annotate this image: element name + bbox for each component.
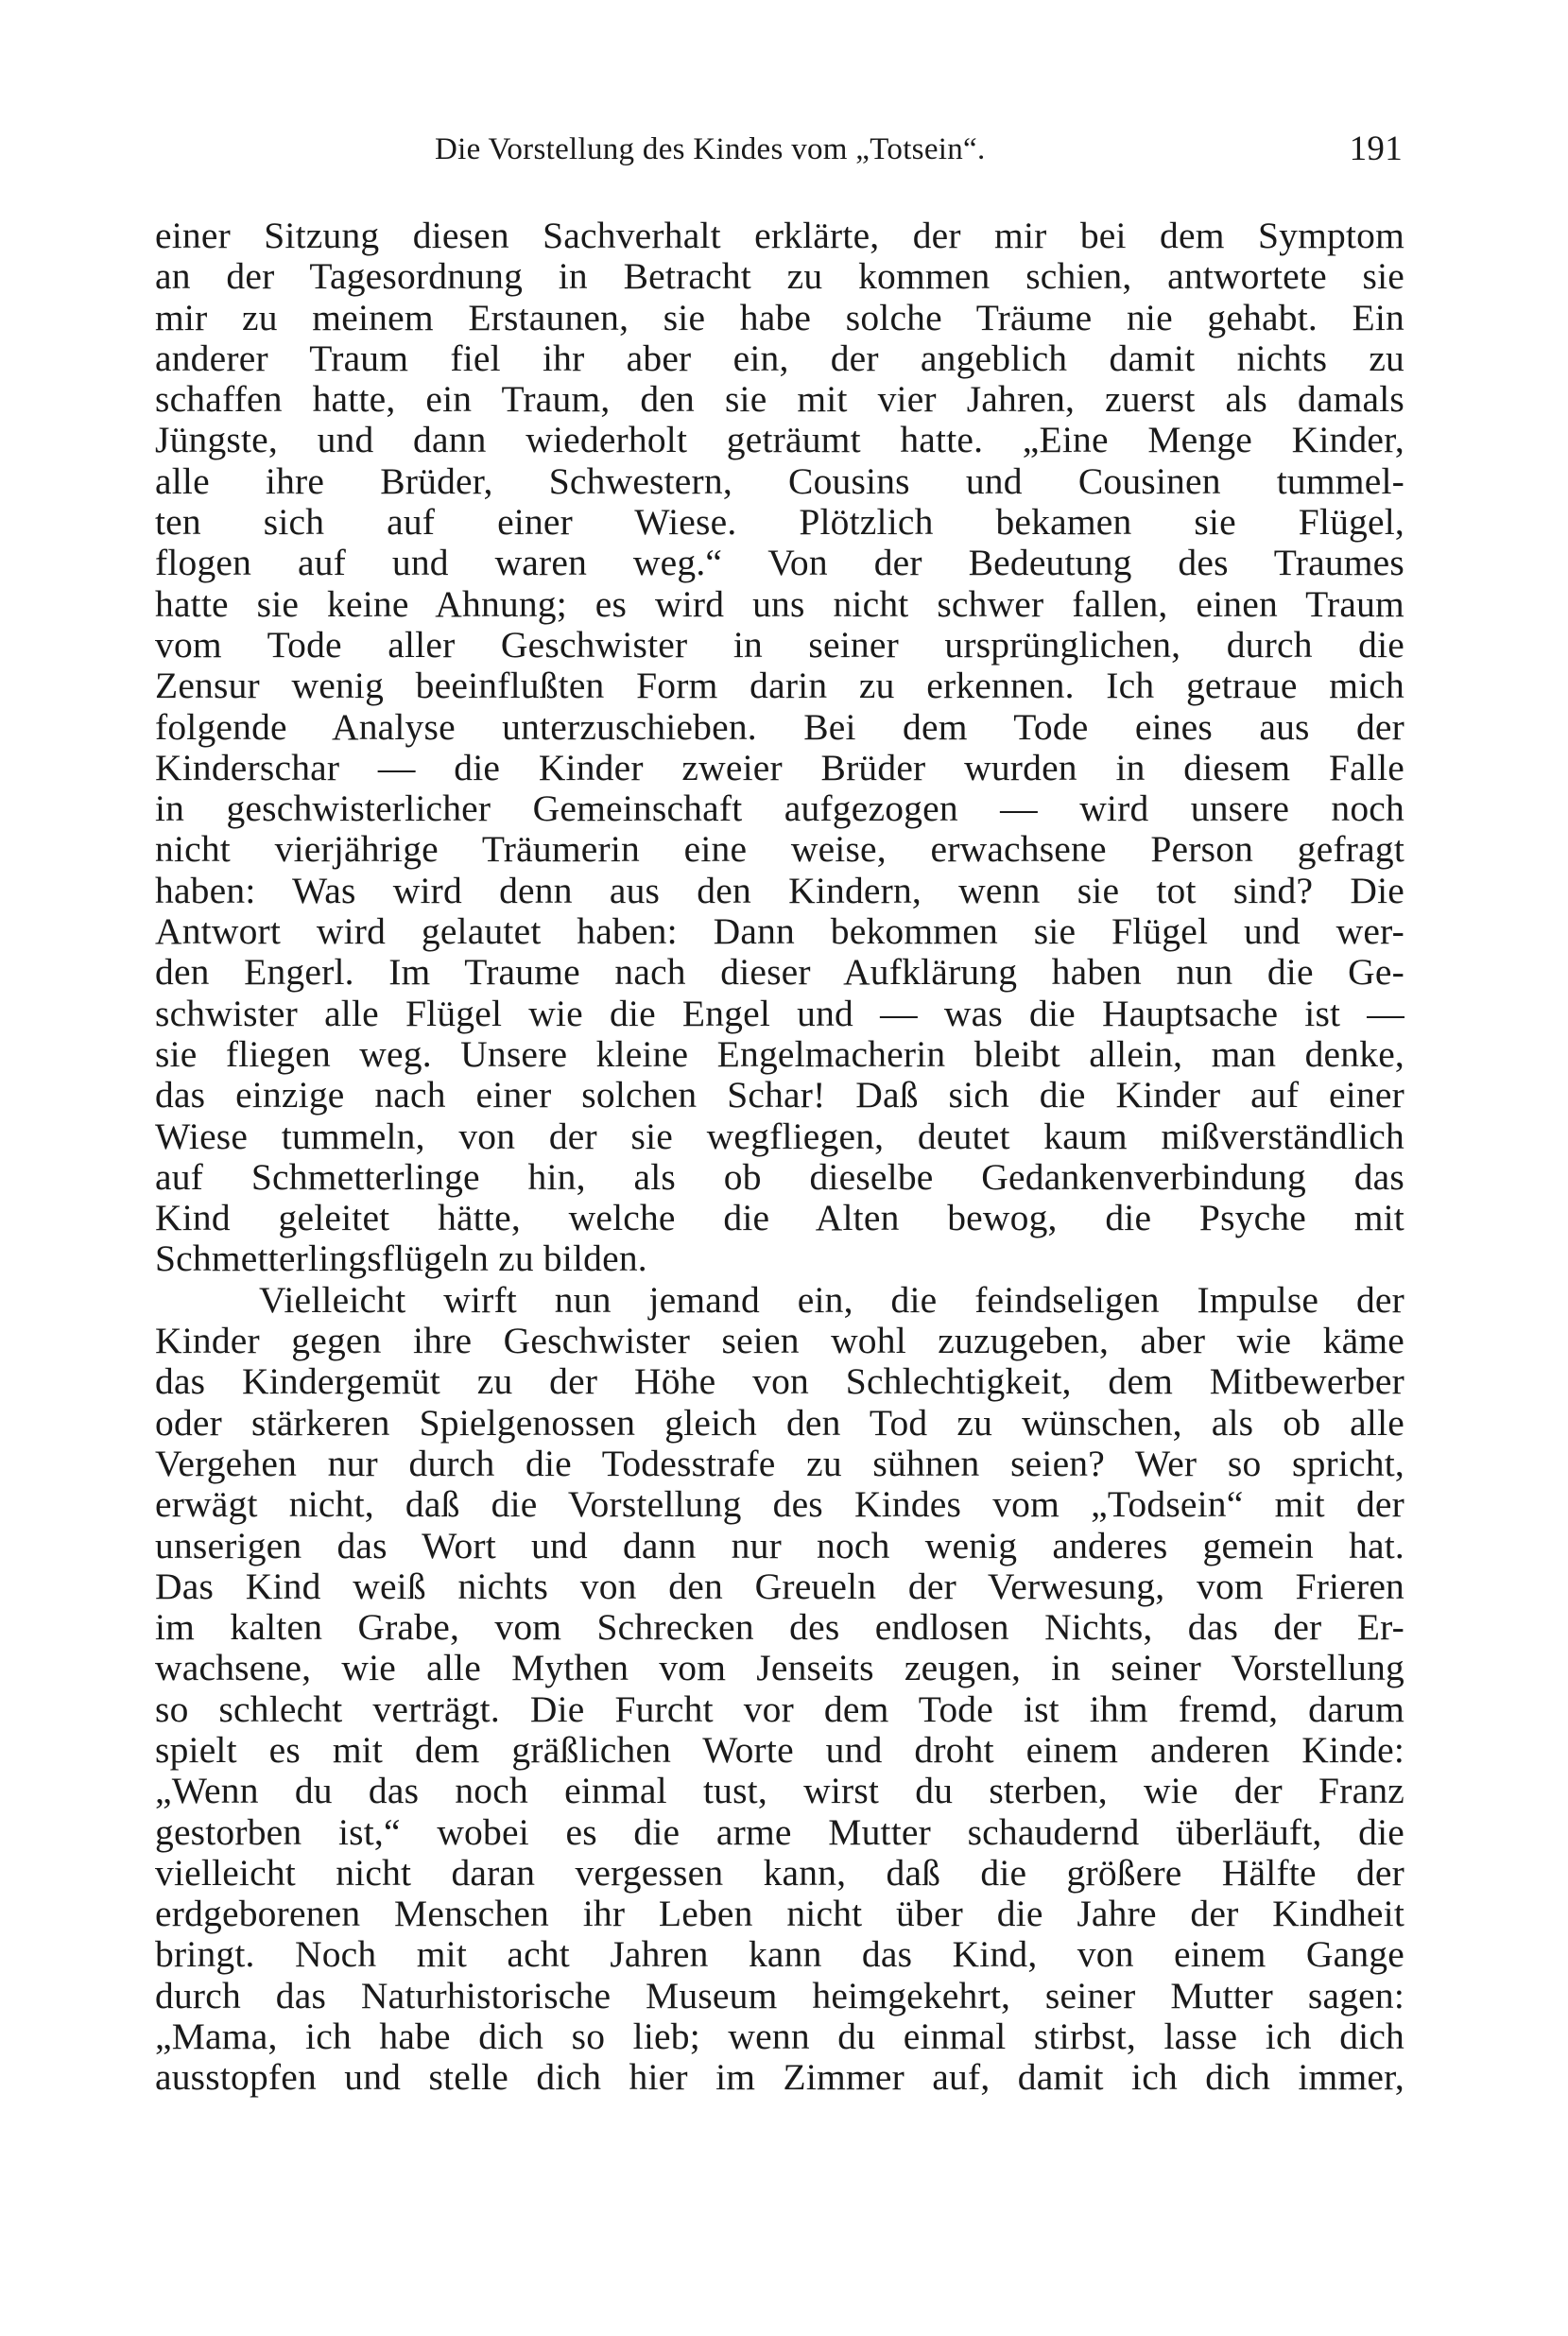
text-line: das Kindergemüt zu der Höhe von Schlechtigkeit, dem Mitbewerber xyxy=(155,1360,1404,1403)
text-line: schaffen hatte, ein Traum, den sie mit vier Jahren, zuerst als damals xyxy=(155,378,1404,421)
text-line: in geschwisterlicher Gemeinschaft aufgezogen — wird unsere noch xyxy=(155,787,1404,830)
text-line: erwägt nicht, daß die Vorstellung des Kindes vom „Todsein“ mit der xyxy=(155,1483,1404,1526)
text-line: den Engerl. Im Traume nach dieser Aufklärung haben nun die Ge- xyxy=(155,951,1404,994)
text-line: Antwort wird gelautet haben: Dann bekommen sie Flügel und wer- xyxy=(155,910,1404,953)
text-line: mir zu meinem Erstaunen, sie habe solche Träume nie gehabt. Ein xyxy=(155,296,1404,338)
page-number: 191 xyxy=(1349,130,1403,168)
text-line: Wiese tummeln, von der sie wegfliegen, deutet kaum mißverständlich xyxy=(155,1115,1404,1157)
text-line: vom Tode aller Geschwister in seiner ursprünglichen, durch die xyxy=(155,623,1404,666)
text-line: oder stärkeren Spielgenossen gleich den Tod zu wünschen, als ob alle xyxy=(155,1401,1404,1444)
text-line: durch das Naturhistorische Museum heimgekehrt, seiner Mutter sagen: xyxy=(155,1974,1404,2016)
text-line: bringt. Noch mit acht Jahren kann das Kind, von einem Gange xyxy=(155,1933,1404,1976)
text-line: Das Kind weiß nichts von den Greueln der Verwesung, vom Frieren xyxy=(155,1565,1404,1607)
text-line: wachsene, wie alle Mythen vom Jenseits zeugen, in seiner Vorstellung xyxy=(155,1647,1404,1689)
text-line: folgende Analyse unterzuschieben. Bei dem Tode eines aus der xyxy=(155,705,1404,748)
text-line: spielt es mit dem gräßlichen Worte und droht einem anderen Kinde: xyxy=(155,1728,1404,1771)
text-line: hatte sie keine Ahnung; es wird uns nicht schwer fallen, einen Traum xyxy=(155,582,1404,625)
paragraph-start-line: Vielleicht wirft nun jemand ein, die feindseligen Impulse der xyxy=(259,1278,1404,1321)
text-line: „Wenn du das noch einmal tust, wirst du sterben, wie der Franz xyxy=(155,1770,1404,1812)
text-line: ausstopfen und stelle dich hier im Zimmer auf, damit ich dich immer, xyxy=(155,2056,1404,2099)
body-text xyxy=(155,216,1404,2099)
text-line: haben: Was wird denn aus den Kindern, wenn sie tot sind? Die xyxy=(155,869,1404,911)
running-title: Die Vorstellung des Kindes vom „Totsein“. xyxy=(435,132,986,166)
text-line: sie fliegen weg. Unsere kleine Engelmacherin bleibt allein, man denke, xyxy=(155,1032,1404,1075)
text-line: erdgeborenen Menschen ihr Leben nicht über die Jahre der Kindheit xyxy=(155,1893,1404,1935)
text-line: auf Schmetterlinge hin, als ob dieselbe Gedankenverbindung das xyxy=(155,1155,1404,1198)
text-line: ten sich auf einer Wiese. Plötzlich bekamen sie Flügel, xyxy=(155,501,1404,544)
text-line: „Mama, ich habe dich so lieb; wenn du einmal stirbst, lasse ich dich xyxy=(155,2016,1404,2058)
running-head xyxy=(435,126,1403,173)
text-line: einer Sitzung diesen Sachverhalt erklärte, der mir bei dem Symptom xyxy=(155,215,1404,256)
text-line: Kinderschar — die Kinder zweier Brüder wurden in diesem Falle xyxy=(155,746,1404,788)
text-line: alle ihre Brüder, Schwestern, Cousins und Cousinen tummel- xyxy=(155,459,1404,502)
text-line: Zensur wenig beeinflußten Form darin zu erkennen. Ich getraue mich xyxy=(155,665,1404,707)
paragraph-end-line: Schmetterlingsflügeln zu bilden. xyxy=(155,1237,647,1280)
text-line: Kinder gegen ihre Geschwister seien wohl zuzugeben, aber wie käme xyxy=(155,1320,1404,1362)
text-line: flogen auf und waren weg.“ Von der Bedeutung des Traumes xyxy=(155,542,1404,584)
text-line: anderer Traum fiel ihr aber ein, der angeblich damit nichts zu xyxy=(155,337,1404,379)
text-line: Vergehen nur durch die Todesstrafe zu sühnen seien? Wer so spricht, xyxy=(155,1442,1404,1484)
text-line: nicht vierjährige Träumerin eine weise, erwachsene Person gefragt xyxy=(155,828,1404,871)
text-line: an der Tagesordnung in Betracht zu kommen schien, antwortete sie xyxy=(155,255,1404,298)
text-line: unserigen das Wort und dann nur noch wenig anderes gemein hat. xyxy=(155,1524,1404,1566)
text-line: Jüngste, und dann wiederholt geträumt hatte. „Eine Menge Kinder, xyxy=(155,419,1404,461)
text-line: vielleicht nicht daran vergessen kann, daß die größere Hälfte der xyxy=(155,1851,1404,1894)
text-line: Kind geleitet hätte, welche die Alten bewog, die Psyche mit xyxy=(155,1197,1404,1239)
text-line: im kalten Grabe, vom Schrecken des endlosen Nichts, das der Er- xyxy=(155,1606,1404,1649)
text-line: so schlecht verträgt. Die Furcht vor dem Tode ist ihm fremd, darum xyxy=(155,1687,1404,1730)
text-line: das einzige nach einer solchen Schar! Daß sich die Kinder auf einer xyxy=(155,1074,1404,1116)
text-line: gestorben ist,“ wobei es die arme Mutter schaudernd überläuft, die xyxy=(155,1810,1404,1853)
text-line: schwister alle Flügel wie die Engel und — was die Hauptsache ist — xyxy=(155,992,1404,1034)
